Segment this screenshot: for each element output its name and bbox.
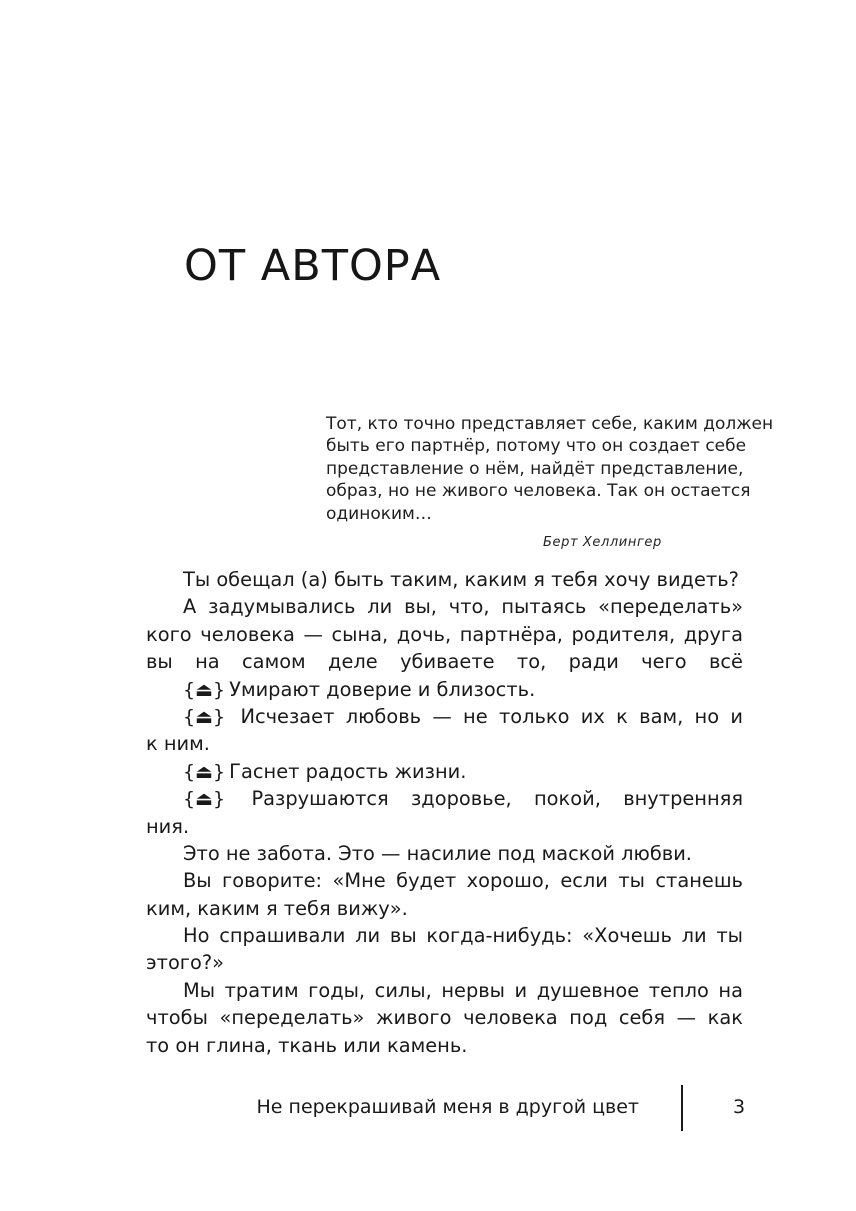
bullet-text: Умирают доверие и близость.	[229, 677, 536, 701]
bullet-icon: {⏏}	[183, 705, 226, 728]
chapter-title: ОТ АВТОРА	[184, 241, 442, 291]
epigraph-line: быть его партнёр, потому что он создает себе	[326, 436, 747, 457]
epigraph-line: одиноким…	[326, 503, 432, 524]
body-line: ния.	[146, 814, 190, 838]
body-line: Вы говорите: «Мне будет хорошо, если ты станешь	[183, 869, 743, 893]
bullet-text: Гаснет радость жизни.	[229, 759, 467, 783]
footer-book-title: Не перекрашивай меня в другой цвет	[256, 1096, 639, 1118]
body-line: к ним.	[146, 732, 210, 756]
bullet-icon: {⏏}	[183, 760, 226, 783]
epigraph-line: представление о нём, найдёт представление,	[326, 458, 744, 479]
epigraph-line: Тот, кто точно представляет себе, каким должен	[326, 414, 774, 434]
body-line: А задумывались ли вы, что, пытаясь «переделать»	[183, 595, 743, 619]
page-number: 3	[733, 1096, 746, 1118]
bullet-item	[146, 785, 743, 812]
body-line: кого человека — сына, дочь, партнёра, родителя, друга	[146, 622, 743, 646]
footer-divider	[681, 1085, 683, 1131]
epigraph	[326, 413, 774, 525]
body-text	[146, 566, 743, 1059]
bullet-text: Исчезает любовь — не только их к вам, но и	[240, 704, 743, 728]
epigraph-author: Берт Хеллингер	[543, 535, 662, 550]
body-line: Это не забота. Это — насилие под маской любви.	[183, 841, 692, 865]
bullet-item	[146, 676, 743, 703]
body-line: Ты обещал (а) быть таким, каким я тебя хочу видеть?	[183, 568, 739, 591]
bullet-icon: {⏏}	[183, 678, 226, 701]
body-line: этого?»	[146, 951, 225, 975]
bullet-item	[146, 703, 743, 730]
bullet-item	[146, 758, 743, 785]
body-line: Мы тратим годы, силы, нервы и душевное тепло на	[183, 978, 743, 1002]
epigraph-line: образ, но не живого человека. Так он остается	[326, 481, 751, 502]
bullet-icon: {⏏}	[183, 788, 226, 811]
body-line: то он глина, ткань или камень.	[146, 1033, 468, 1057]
body-line: вы на самом деле убиваете то, ради чего всё	[146, 650, 743, 674]
bullet-text: Разрушаются здоровье, покой, внутренняя	[251, 787, 743, 811]
body-line: чтобы «переделать» живого человека под себя — как	[146, 1006, 743, 1030]
body-line: Но спрашивали ли вы когда-нибудь: «Хочешь ли ты	[183, 924, 743, 948]
body-line: ким, каким я тебя вижу».	[146, 896, 408, 920]
